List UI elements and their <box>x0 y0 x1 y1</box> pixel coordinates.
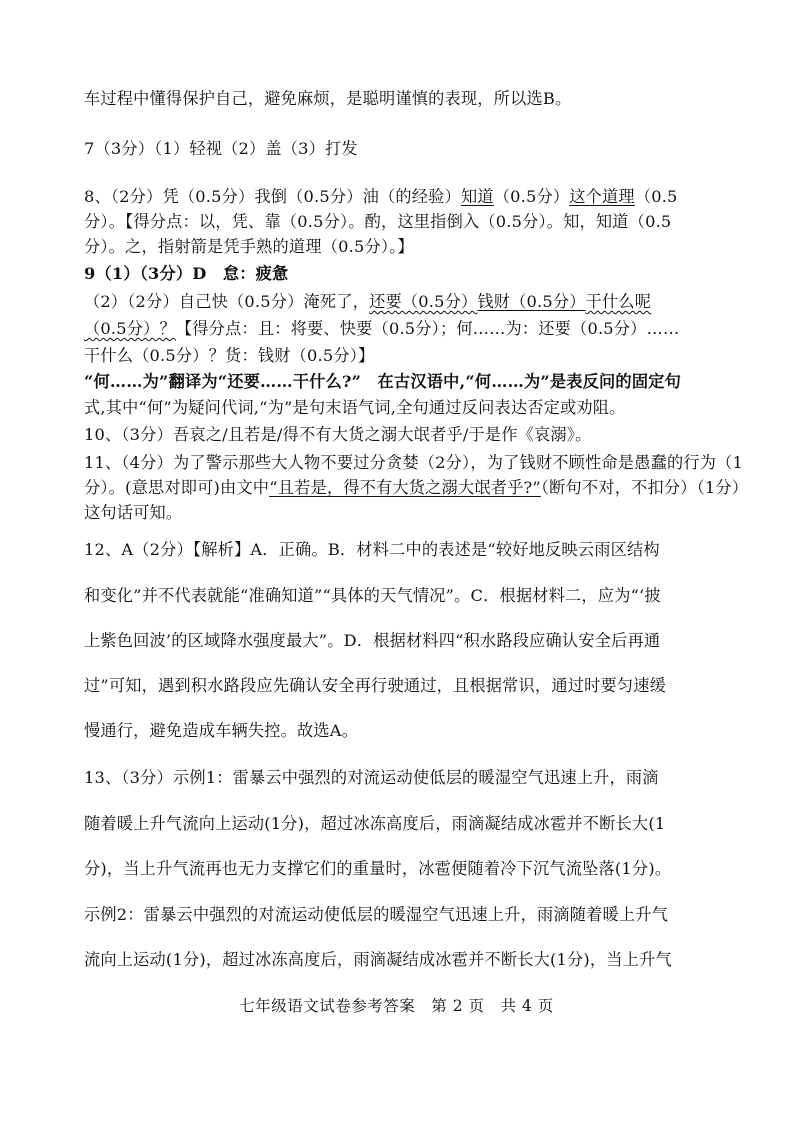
text: 分）。(意思对即可)由文中 <box>84 478 270 497</box>
page-footer: 七年级语文试卷参考答案 第 2 页 共 4 页 <box>239 997 554 1015</box>
answer-8-line1 <box>84 186 733 208</box>
underlined-text: 还要（0.5分） <box>369 292 478 311</box>
underlined-text: 这个道理 <box>569 187 635 206</box>
answer-13-line5: 流向上运动(1分)，超过冰冻高度后，雨滴凝结成冰雹并不断长大(1分)，当上升气 <box>84 950 672 969</box>
answer-13-line3: 分)，当上升气流再也无力支撑它们的重量时，冰雹便随着冷下沉气流坠落(1分)。 <box>84 859 672 878</box>
answer-7: 7（3分）（1）轻视（2）盖（3）打发 <box>84 139 358 158</box>
answer-12-line1: 12、A（2分）【解析】A．正确。B．材料二中的表述是“较好地反映云雨区结构 <box>84 540 660 559</box>
answer-9-line6: 式,其中“何”为疑问代词,“为”是句末语气词,全句通过反问表达否定或劝阻。 <box>84 398 626 417</box>
answer-8-line3: 分）。之，指射箭是凭手熟的道理（0.5分）。】 <box>84 237 414 256</box>
answer-11-line2 <box>84 477 749 499</box>
text: 8、（2分）凭（0.5分）我倒（0.5分）油（的经验） <box>84 187 461 206</box>
text: （0.5分） <box>493 187 570 206</box>
answer-12-line3: 上紫色回波’的区域降水强度最大”。D．根据材料四“积水路段应确认安全后再通 <box>84 631 661 650</box>
answer-11-line1: 11、（4分）为了警示那些大人物不要过分贪婪（2分），为了钱财不顾性命是愚蠢的行为（1 <box>84 453 744 472</box>
answer-9-line4: 干什么（0.5分）？货：钱财（0.5分）】 <box>84 346 375 365</box>
answer-13-line1: 13、（3分）示例1：雷暴云中强烈的对流运动使低层的暖湿空气迅速上升，雨滴 <box>84 768 659 787</box>
text: 【得分点：且：将要、快要（0.5分）；何……为：还要（0.5分）…… <box>175 319 680 338</box>
answer-line: 车过程中懂得保护自己，避免麻烦，是聪明谨慎的表现，所以选B。 <box>84 89 572 108</box>
answer-9-line2 <box>84 291 733 313</box>
answer-8-line2: 分）。【得分点：以，凭、靠（0.5分）。酌，这里指倒入（0.5分）。知，知道（0.5 <box>84 212 672 231</box>
answer-12-line2: 和变化”并不代表就能“准确知道”“具体的天气情况”。C．根据材料二，应为“‘披 <box>84 586 661 605</box>
answer-12-line4: 过”可知，遇到积水路段应先确认安全再行驶通过，且根据常识，通过时要匀速缓 <box>84 676 667 695</box>
answer-13-line4: 示例2：雷暴云中强烈的对流运动使低层的暖湿空气迅速上升，雨滴随着暖上升气 <box>84 905 669 924</box>
underlined-text: （0.5分）？ <box>84 319 176 338</box>
underlined-text: 知道 <box>460 187 494 206</box>
answer-13-line2: 随着暖上升气流向上运动(1分)，超过冰冻高度后，雨滴凝结成冰雹并不断长大(1 <box>84 814 666 833</box>
answer-11-line3: 这句话可知。 <box>84 503 183 522</box>
answer-9-line5: “何……为”翻译为“还要……干什么?” 在古汉语中,“何……为”是表反问的固定句 <box>84 372 681 391</box>
answer-10: 10、（3分）吾哀之/且若是/得不有大货之溺大氓者乎/于是作《哀溺》。 <box>84 425 592 444</box>
underlined-text: 干什么呢 <box>585 292 652 311</box>
answer-12-line5: 慢通行，避免造成车辆失控。故选A。 <box>84 721 359 740</box>
answer-9-line3 <box>84 318 733 340</box>
text: （0.5 <box>634 187 678 206</box>
answer-9-line1: 9（1）（3分）D 怠：疲惫 <box>84 264 289 283</box>
underlined-text: 钱财（0.5分） <box>477 292 586 311</box>
text: （2）（2分）自己快（0.5分）淹死了， <box>84 292 370 311</box>
underlined-text: “且若是，得不有大货之溺大氓者乎?” <box>269 478 541 497</box>
text: （断句不对，不扣分）（1分） <box>540 478 749 497</box>
